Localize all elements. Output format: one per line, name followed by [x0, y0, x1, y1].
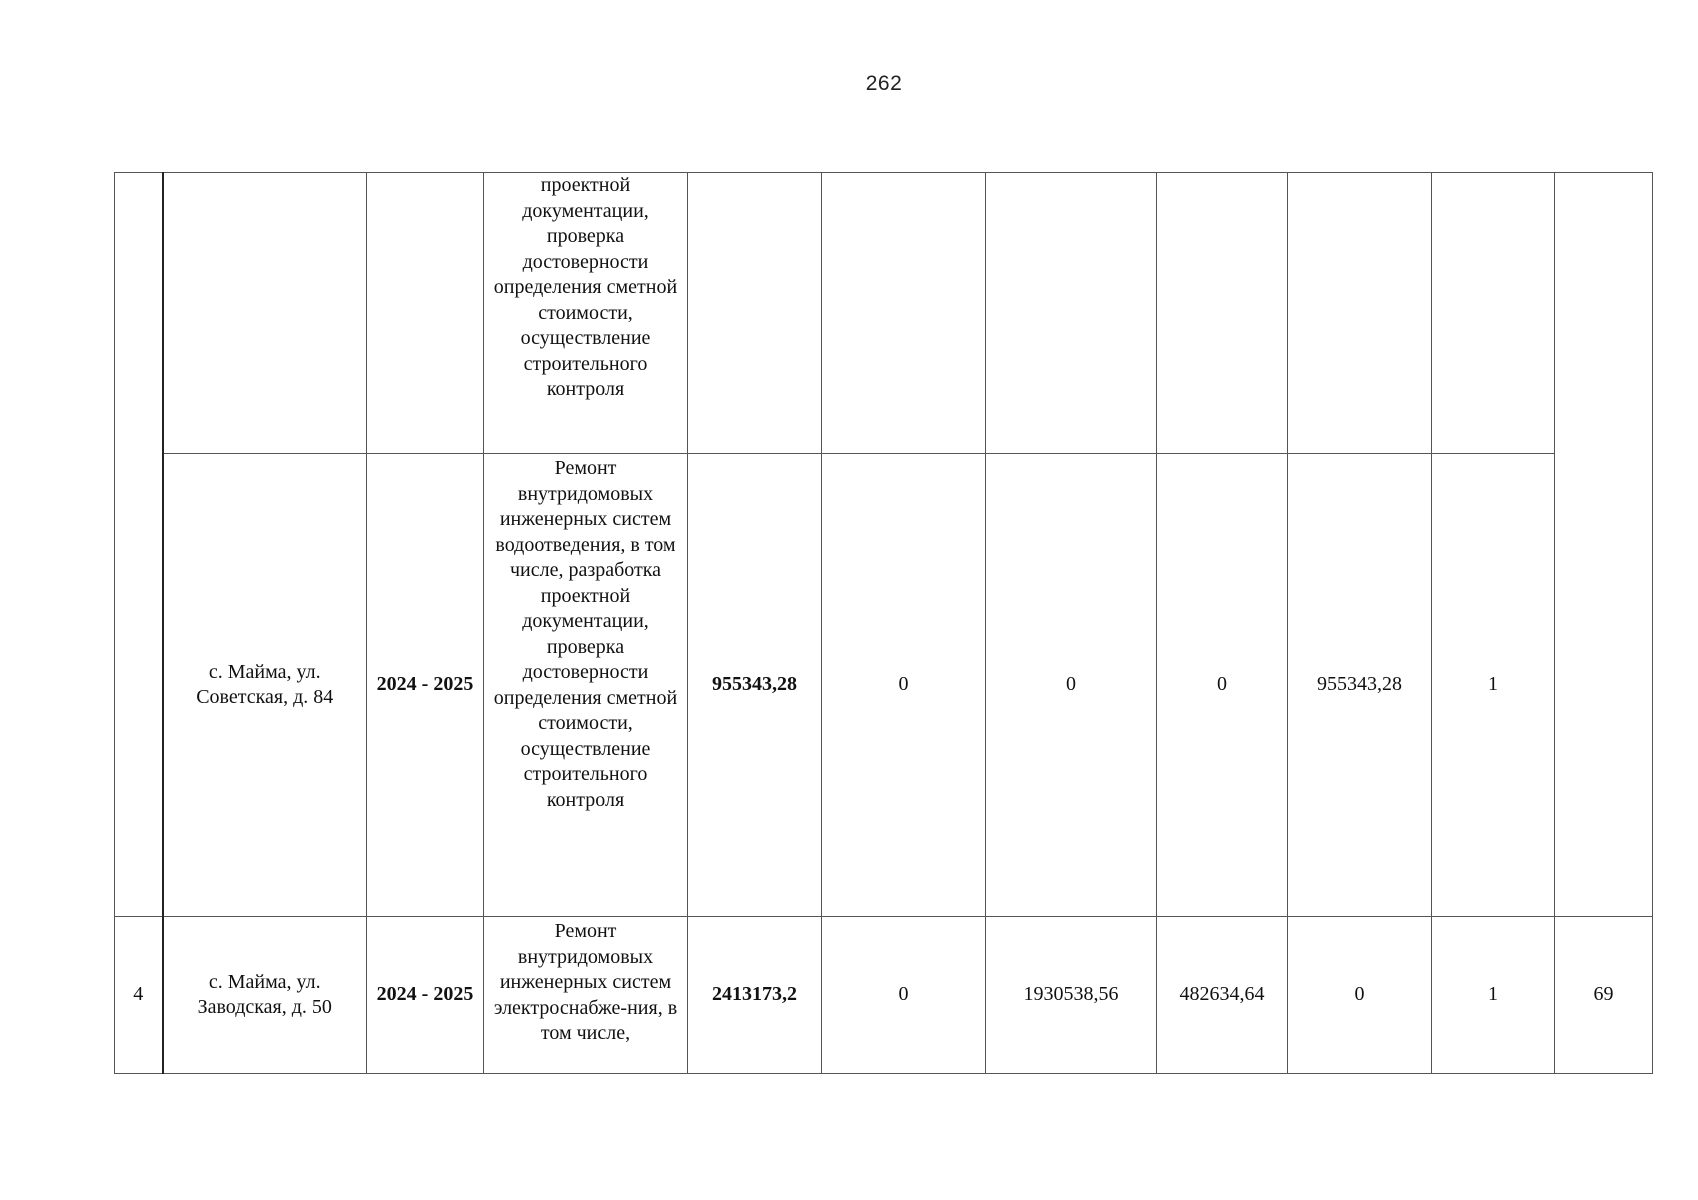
row-number-cell — [115, 173, 163, 917]
work-description-cell: Ремонт внутридомовых инженерных систем электроснабже-ния, в том числе, — [484, 917, 688, 1074]
last-column-cell: 69 — [1555, 917, 1653, 1074]
work-description-cell: Ремонт внутридомовых инженерных систем водоотведения, в том числе, разработка проектной документации, проверка достоверности определения сметной стоимости, осуществление строительного контроля — [484, 454, 688, 917]
address-cell: с. Майма, ул. Советская, д. 84 — [163, 454, 367, 917]
count-cell: 1 — [1432, 917, 1555, 1074]
address-cell: с. Майма, ул. Заводская, д. 50 — [163, 917, 367, 1074]
amount-cell — [822, 173, 986, 454]
amount-cell: 482634,64 — [1157, 917, 1288, 1074]
period-cell: 2024 - 2025 — [367, 454, 484, 917]
table-row — [115, 917, 1653, 1074]
address-cell — [163, 173, 367, 454]
page-number: 262 — [865, 72, 903, 95]
count-cell: 1 — [1432, 454, 1555, 917]
amount-cell: 0 — [986, 454, 1157, 917]
budget-table — [114, 172, 1653, 1074]
amount-cell — [1157, 173, 1288, 454]
amount-cell: 0 — [1157, 454, 1288, 917]
last-column-cell — [1555, 173, 1653, 917]
table-row — [115, 173, 1653, 454]
row-number-cell: 4 — [115, 917, 163, 1074]
period-cell: 2024 - 2025 — [367, 917, 484, 1074]
table-row — [115, 454, 1653, 917]
amount-cell: 0 — [822, 454, 986, 917]
amount-cell: 955343,28 — [1288, 454, 1432, 917]
total-cost-cell: 2413173,2 — [688, 917, 822, 1074]
count-cell — [1432, 173, 1555, 454]
total-cost-cell: 955343,28 — [688, 454, 822, 917]
work-description-cell: проектной документации, проверка достоверности определения сметной стоимости, осуществление строительного контроля — [484, 173, 688, 454]
total-cost-cell — [688, 173, 822, 454]
amount-cell: 1930538,56 — [986, 917, 1157, 1074]
amount-cell — [986, 173, 1157, 454]
amount-cell — [1288, 173, 1432, 454]
period-cell — [367, 173, 484, 454]
amount-cell: 0 — [1288, 917, 1432, 1074]
amount-cell: 0 — [822, 917, 986, 1074]
